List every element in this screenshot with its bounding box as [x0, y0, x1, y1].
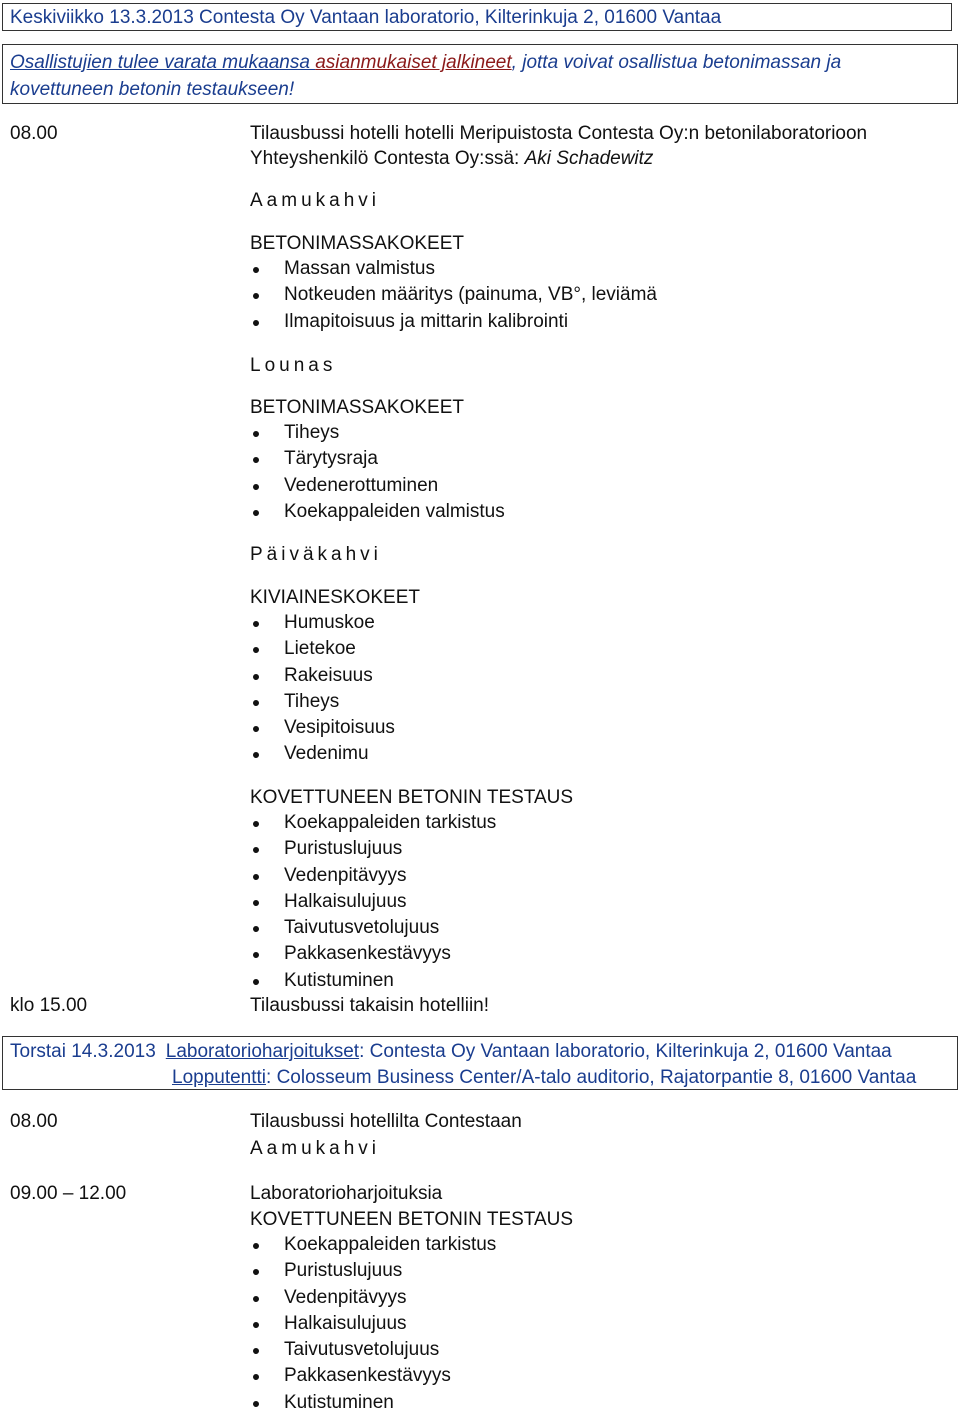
section4-title: KOVETTUNEEN BETONIN TESTAUS	[250, 787, 574, 808]
day1-contact	[250, 149, 653, 168]
list-item: Vesipitoisuus	[250, 715, 395, 741]
day2-location-exam: : Colosseum Business Center/A-talo auditorio, Rajatorpantie 8, 01600 Vantaa	[266, 1067, 917, 1088]
day2-label-lab: Laboratorioharjoitukset	[165, 1041, 360, 1062]
notice-link[interactable]: asianmukaiset jalkineet	[315, 52, 512, 73]
list-item: Lietekoe	[250, 636, 395, 662]
list-item: Notkeuden määritys (painuma, VB°, leviämä	[250, 282, 657, 308]
break-aamukahvi: Aamukahvi	[250, 190, 380, 211]
notice-text-after: , jotta voivat osallistua betonimassan ja	[511, 52, 842, 73]
day2-bus-text: Tilausbussi hotellilta Contestaan	[250, 1111, 522, 1132]
day1-header: Keskiviikko 13.3.2013 Contesta Oy Vantaan laboratorio, Kilterinkuja 2, 01600 Vantaa	[10, 7, 722, 28]
day1-time-end: klo 15.00	[10, 995, 88, 1016]
list-item: Tärytysraja	[250, 446, 505, 472]
day2-section-title: KOVETTUNEEN BETONIN TESTAUS	[250, 1209, 574, 1230]
day1-bus-text: Tilausbussi hotelli hotelli Meripuistosta Contesta Oy:n betonilaboratorioon	[250, 123, 868, 144]
list-item: Massan valmistus	[250, 256, 657, 282]
list-item: Ilmapitoisuus ja mittarin kalibrointi	[250, 309, 657, 335]
contact-label: Yhteyshenkilö Contesta Oy:ssä:	[250, 148, 525, 169]
list-item: Puristuslujuus	[250, 1258, 496, 1284]
list-item: Halkaisulujuus	[250, 1311, 496, 1337]
list-item: Vedenpitävyys	[250, 863, 496, 889]
list-item: Vedenimu	[250, 741, 395, 767]
list-item: Kutistuminen	[250, 1390, 496, 1416]
section1-list	[250, 256, 657, 335]
list-item: Humuskoe	[250, 610, 395, 636]
section2-list	[250, 420, 505, 525]
notice-text-before: Osallistujien tulee varata mukaansa	[10, 52, 316, 73]
list-item: Taivutusvetolujuus	[250, 1337, 496, 1363]
list-item: Koekappaleiden tarkistus	[250, 1232, 496, 1258]
list-item: Tiheys	[250, 689, 395, 715]
section2-title: BETONIMASSAKOKEET	[250, 397, 464, 418]
list-item: Puristuslujuus	[250, 836, 496, 862]
list-item: Vedenpitävyys	[250, 1285, 496, 1311]
day2-date: Torstai 14.3.2013	[10, 1041, 156, 1062]
day2-header-line1	[10, 1042, 892, 1061]
list-item: Taivutusvetolujuus	[250, 915, 496, 941]
list-item: Tiheys	[250, 420, 505, 446]
list-item: Pakkasenkestävyys	[250, 1363, 496, 1389]
day2-section-list	[250, 1232, 496, 1416]
list-item: Halkaisulujuus	[250, 889, 496, 915]
notice-line1	[10, 53, 841, 72]
day2-lab-text: Laboratorioharjoituksia	[250, 1183, 443, 1204]
section4-list	[250, 810, 496, 994]
section3-list	[250, 610, 395, 768]
day1-time-start: 08.00	[10, 123, 58, 144]
day2-location-lab: : Contesta Oy Vantaan laboratorio, Kilterinkuja 2, 01600 Vantaa	[359, 1041, 892, 1062]
list-item: Koekappaleiden tarkistus	[250, 810, 496, 836]
break-lounas: Lounas	[250, 355, 337, 376]
day1-return-text: Tilausbussi takaisin hotelliin!	[250, 995, 490, 1016]
day2-time2: 09.00 – 12.00	[10, 1183, 127, 1204]
day2-label-exam: Lopputentti	[172, 1067, 267, 1088]
break-paivakahvi: Päiväkahvi	[250, 544, 382, 565]
day2-header-line2	[172, 1068, 916, 1087]
list-item: Rakeisuus	[250, 663, 395, 689]
notice-line2: kovettuneen betonin testaukseen!	[10, 79, 295, 100]
list-item: Pakkasenkestävyys	[250, 941, 496, 967]
section3-title: KIVIAINESKOKEET	[250, 587, 420, 608]
section1-title: BETONIMASSAKOKEET	[250, 233, 464, 254]
list-item: Koekappaleiden valmistus	[250, 499, 505, 525]
contact-name: Aki Schadewitz	[524, 148, 654, 169]
list-item: Kutistuminen	[250, 968, 496, 994]
list-item: Vedenerottuminen	[250, 473, 505, 499]
day2-break-aamukahvi: Aamukahvi	[250, 1138, 380, 1159]
day2-time1: 08.00	[10, 1111, 58, 1132]
